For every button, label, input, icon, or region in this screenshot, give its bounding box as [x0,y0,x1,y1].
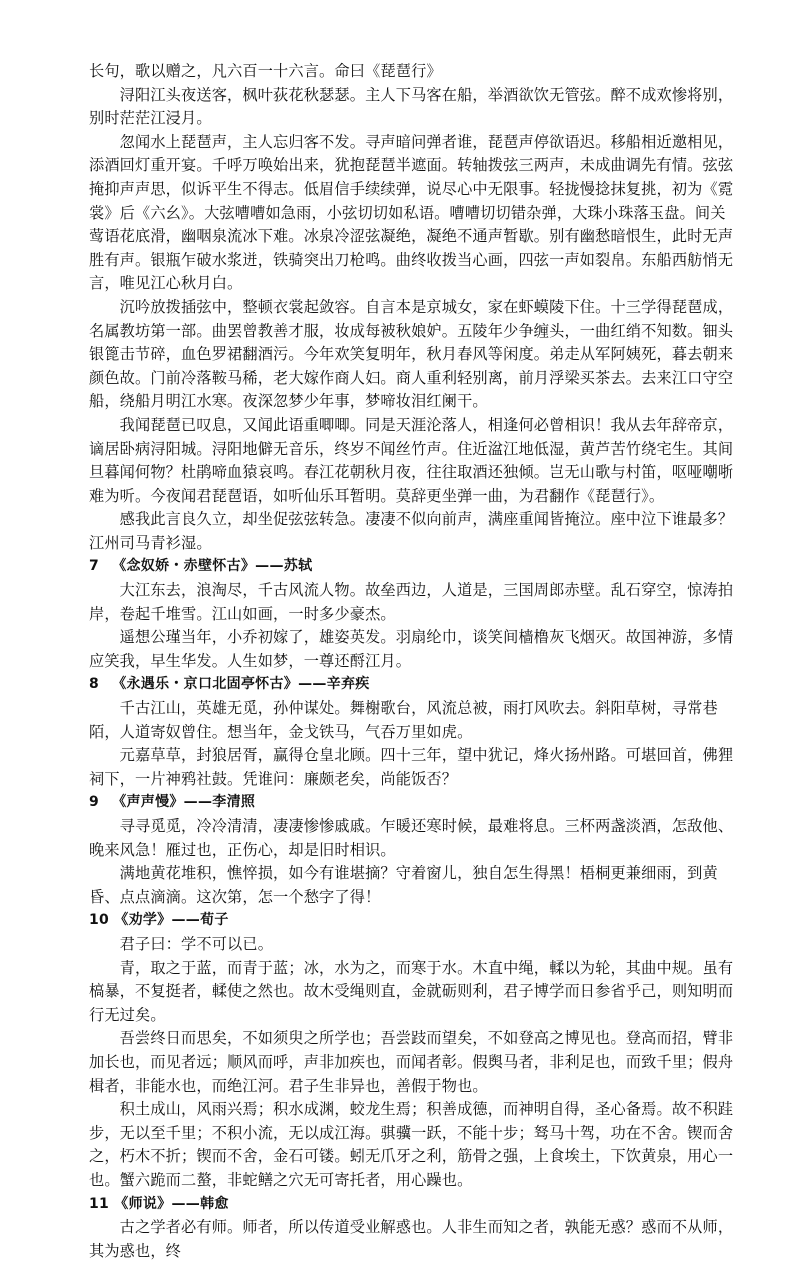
paragraph: 满地黄花堆积，憔悴损，如今有谁堪摘？守着窗儿，独自怎生得黑！梧桐更兼细雨，到黄昏、点点滴滴。这次第，怎一个愁字了得！ [89,864,718,906]
paragraph: 遥想公瑾当年，小乔初嫁了，雄姿英发。羽扇纶巾，谈笑间樯橹灰飞烟灭。故国神游，多情应笑我，早生华发。人生如梦，一尊还酹江月。 [89,628,734,670]
paragraph: 千古江山，英雄无觅，孙仲谋处。舞榭歌台，风流总被，雨打风吹去。斜阳草树，寻常巷陌，人道寄奴曾住。想当年，金戈铁马，气吞万里如虎。 [89,699,718,741]
poem-title: 《劝学》——荀子 [114,912,229,929]
paragraph: 大江东去，浪淘尽，千古风流人物。故垒西边，人道是，三国周郎赤壁。乱石穿空，惊涛拍岸，卷起千堆雪。江山如画，一时多少豪杰。 [89,581,734,623]
poem-number: 7 [89,558,100,575]
poem-heading [89,791,737,815]
paragraph: 青，取之于蓝，而青于蓝；冰，水为之，而寒于水。木直中绳，輮以为轮，其曲中规。虽有槁暴，不复挺者，輮使之然也。故木受绳则直，金就砺则利，君子博学而日参省乎己，则知明而行无过矣。 [89,958,734,1024]
paragraph: 吾尝终日而思矣，不如须臾之所学也；吾尝跂而望矣，不如登高之博见也。登高而招，臂非加长也，而见者远；顺风而呼，声非加疾也，而闻者彰。假舆马者，非利足也，而致千里；假舟楫者，非能水也，而绝江河。君子生非异也，善假于物也。 [89,1029,734,1095]
poem-number: 9 [89,794,100,811]
poem-title: 《永遇乐・京口北固亭怀古》——辛弃疾 [112,676,370,693]
poem-heading [89,555,737,579]
poem-title: 《师说》——韩愈 [114,1195,229,1212]
poem-heading [89,1193,737,1217]
poem-heading [89,909,737,933]
poem-number: 8 [89,676,100,693]
poem-number: 11 [89,1195,110,1212]
paragraph: 沉吟放拨插弦中，整顿衣裳起敛容。自言本是京城女，家在虾蟆陵下住。十三学得琵琶成，名属教坊第一部。曲罢曾教善才服，妆成每被秋娘妒。五陵年少争缠头，一曲红绡不知数。钿头银篦击节碎，血色罗裙翻酒污。今年欢笑复明年，秋月春风等闲度。弟走从军阿姨死，暮去朝来颜色故。门前冷落鞍马稀，老大嫁作商人妇。商人重利轻别离，前月浮梁买茶去。去来江口守空船，绕船月明江水寒。夜深忽梦少年事，梦啼妆泪红阑干。 [89,297,734,411]
paragraph: 积土成山，风雨兴焉；积水成渊，蛟龙生焉；积善成德，而神明自得，圣心备焉。故不积跬步，无以至千里；不积小流，无以成江海。骐骥一跃，不能十步；驽马十驾，功在不舍。锲而舍之，朽木不折；锲而不舍，金石可镂。蚓无爪牙之利，筋骨之强，上食埃土，下饮黄泉，用心一也。蟹六跪而二螯，非蛇鳝之穴无可寄托者，用心躁也。 [89,1100,734,1189]
poem-title: 《声声慢》——李清照 [112,794,256,811]
paragraph: 君子曰：学不可以已。 [89,934,274,953]
paragraph: 感我此言良久立，却坐促弦弦转急。凄凄不似向前声，满座重闻皆掩泣。座中泣下谁最多？江州司马青衫湿。 [89,510,734,552]
poem-title: 《念奴娇・赤壁怀古》——苏轼 [112,558,313,575]
poem-heading [89,673,737,697]
paragraph: 元嘉草草，封狼居胥，赢得仓皇北顾。四十三年，望中犹记，烽火扬州路。可堪回首，佛狸祠下，一片神鸦社鼓。凭谁问：廉颇老矣，尚能饭否？ [89,746,734,788]
paragraph: 长句，歌以赠之，凡六百一十六言。命曰《琵琶行》 [89,62,442,80]
paragraph: 我闻琵琶已叹息，又闻此语重唧唧。同是天涯沦落人，相逢何必曾相识！我从去年辞帝京，谪居卧病浔阳城。浔阳地僻无音乐，终岁不闻丝竹声。住近湓江地低湿，黄芦苦竹绕宅生。其间旦暮闻何物？杜鹃啼血猿哀鸣。春江花朝秋月夜，往往取酒还独倾。岂无山歌与村笛，呕哑嘲哳难为听。今夜闻君琵琶语，如听仙乐耳暂明。莫辞更坐弹一曲，为君翻作《琵琶行》。 [89,415,734,505]
paragraph: 寻寻觅觅，冷冷清清，凄凄惨惨戚戚。乍暖还寒时候，最难将息。三杯两盏淡酒，怎敌他、晚来风急！雁过也，正伤心，却是旧时相识。 [89,817,734,859]
document-body [89,60,737,1263]
paragraph: 古之学者必有师。师者，所以传道受业解惑也。人非生而知之者，孰能无惑？惑而不从师，其为惑也，终 [89,1218,734,1260]
paragraph: 浔阳江头夜送客，枫叶荻花秋瑟瑟。主人下马客在船，举酒欲饮无管弦。醉不成欢惨将别，别时茫茫江浸月。 [89,85,734,128]
poem-number: 10 [89,912,110,929]
paragraph: 忽闻水上琵琶声，主人忘归客不发。寻声暗问弹者谁，琵琶声停欲语迟。移船相近邀相见，添酒回灯重开宴。千呼万唤始出来，犹抱琵琶半遮面。转轴拨弦三两声，未成曲调先有情。弦弦掩抑声声思，似诉平生不得志。低眉信手续续弹，说尽心中无限事。轻拢慢捻抹复挑，初为《霓裳》后《六幺》。大弦嘈嘈如急雨，小弦切切如私语。嘈嘈切切错杂弹，大珠小珠落玉盘。间关莺语花底滑，幽咽泉流冰下难。冰泉冷涩弦凝绝，凝绝不通声暂歇。别有幽愁暗恨生，此时无声胜有声。银瓶乍破水浆迸，铁骑突出刀枪鸣。曲终收拨当心画，四弦一声如裂帛。东船西舫悄无言，唯见江心秋月白。 [89,132,734,293]
